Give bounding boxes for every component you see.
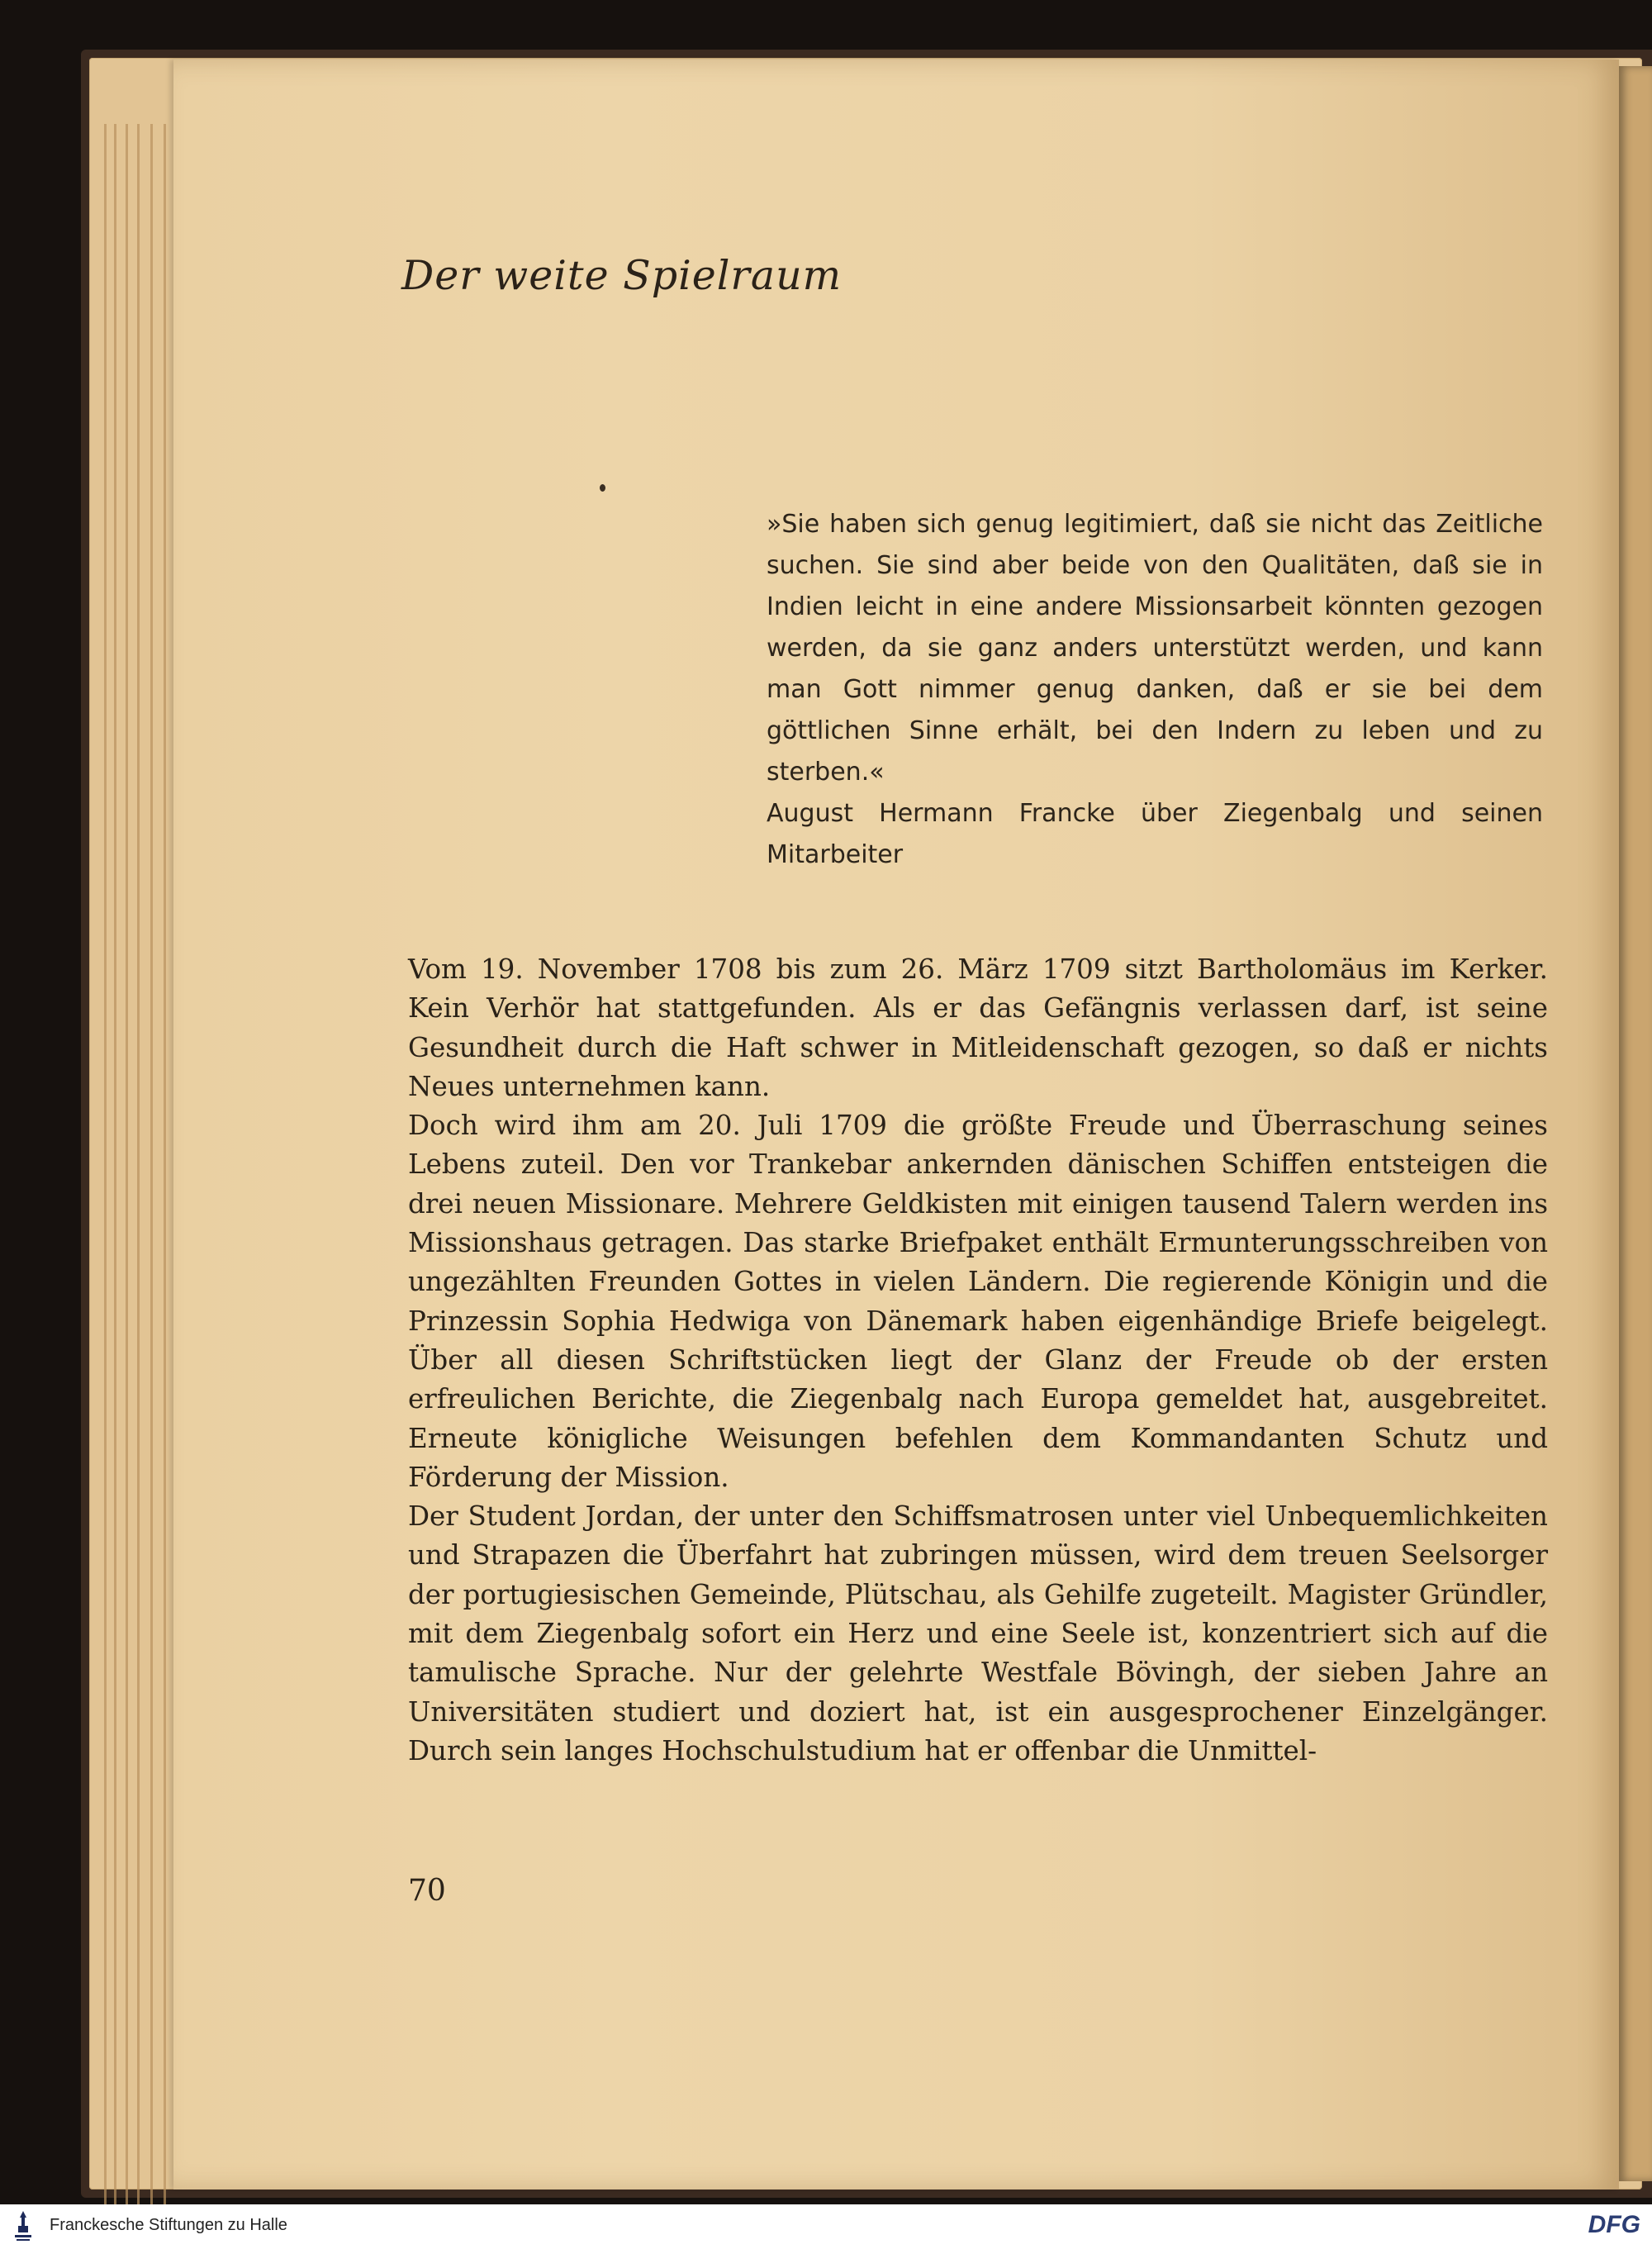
paragraph: Doch wird ihm am 20. Juli 1709 die größte Freude und Überraschung seines Lebens zuteil. Den vor Trankebar ankernden dänischen Schiffen entsteigen die drei neuen Missionare. Mehrere Geldkisten mit einigen tausend Talern werden ins Missionshaus getragen. Das starke Briefpaket enthält Ermunterungsschreiben von ungezählten Freunden Gottes in vielen Ländern. Die regierende Königin und die Prinzessin Sophia Hedwiga von Dänemark haben eigenhändige Briefe beigelegt. Über all diesen Schriftstücken liegt der Glanz der Freude ob der ersten erfreulichen Berichte, die Ziegenbalg nach Europa gemeldet hat, ausgebreitet. Erneute königliche Weisungen befehlen dem Kommandanten Schutz und Förderung der Mission. <box>408 1110 1548 1493</box>
page-edge-line <box>164 124 166 2223</box>
paragraph: Der Student Jordan, der unter den Schiffsmatrosen unter viel Unbequemlichkeiten und Strapazen die Überfahrt hat zubringen müssen, wird dem treuen Seelsorger der portugiesischen Gemeinde, Plütschau, als Gehilfe zugeteilt. Magister Gründler, mit dem Ziegenbalg sofort ein Herz und eine Seele ist, konzentriert sich auf die tamulische Sprache. Nur der gelehrte Westfale Bövingh, der sieben Jahre an Universitäten studiert und doziert hat, ist ein ausgesprochener Einzelgänger. Durch sein langes Hochschulstudium hat er offenbar die Unmittel- <box>408 1500 1548 1766</box>
page-edge-line <box>150 124 153 2223</box>
epigraph-quote: »Sie haben sich genug legitimiert, daß sie nicht das Zeitliche suchen. Sie sind aber beide von den Qualitäten, daß sie in Indien leicht in eine andere Missionsarbeit könnten gezogen werden, da sie ganz anders unterstützt werden, und kann man Gott nimmer genug danken, daß er sie bei dem göttlichen Sinne erhält, bei den Indern zu leben und zu sterben.« <box>767 510 1543 787</box>
dfg-logo: DFG <box>1588 2211 1640 2238</box>
ink-speck <box>600 484 605 492</box>
chapter-title: Der weite Spielraum <box>401 252 843 299</box>
page-number: 70 <box>408 1874 446 1908</box>
institution-logo-icon <box>12 2208 35 2246</box>
institution-name: Franckesche Stiftungen zu Halle <box>50 2216 287 2234</box>
epigraph-attribution: August Hermann Francke über Ziegenbalg und seinen Mitarbeiter <box>767 799 1543 869</box>
page-edge-line <box>126 124 128 2223</box>
page-edge-line <box>114 124 116 2223</box>
page-edge-line <box>137 124 140 2223</box>
adjacent-page-strip <box>1619 66 1652 2181</box>
epigraph <box>767 504 1543 876</box>
body-text <box>408 950 1548 1771</box>
footer-bar <box>0 2204 1652 2249</box>
page-edge-line <box>104 124 107 2223</box>
paragraph: Vom 19. November 1708 bis zum 26. März 1709 sitzt Bartholomäus im Kerker. Kein Verhör hat stattgefunden. Als er das Gefängnis verlassen darf, ist seine Gesundheit durch die Haft schwer in Mitleidenschaft gezogen, so daß er nichts Neues unternehmen kann. <box>408 953 1548 1102</box>
